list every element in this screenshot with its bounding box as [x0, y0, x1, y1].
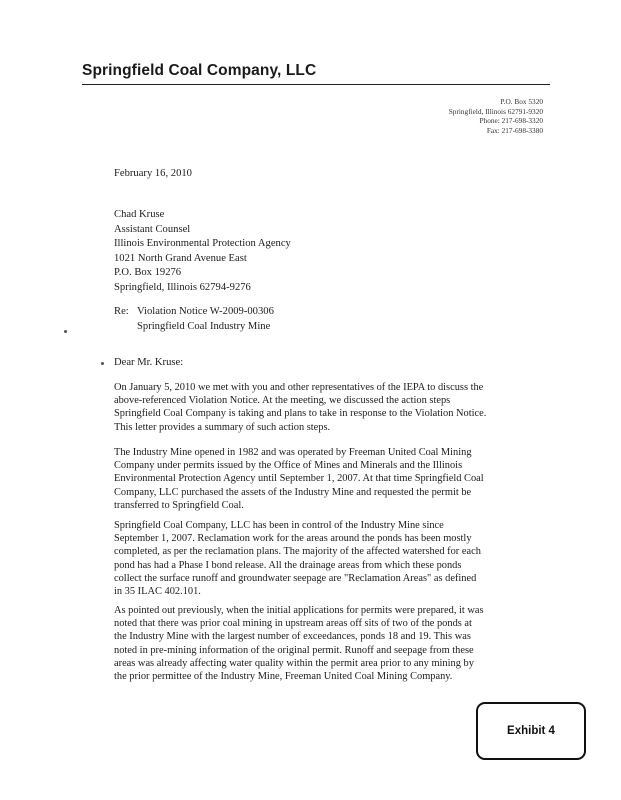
address-fax: Fax: 217-698-3380: [486, 125, 543, 135]
recipient-block: [114, 208, 291, 296]
recipient-agency: Illinois Environmental Protection Agency: [114, 238, 291, 250]
address-city: Springfield, Illinois 62791-9320: [448, 106, 543, 116]
recipient-po-box: P.O. Box 19276: [114, 267, 182, 279]
paragraph-line: As pointed out previously, when the initial applications for permits were prepared, it was: [114, 605, 484, 616]
paragraph-line: Environmental Protection Agency until September 1, 2007. At that time Springfield Coal: [114, 473, 484, 485]
paragraph-line: noted that there was prior coal mining in upstream areas off sits of two of the ponds at: [114, 618, 472, 630]
recipient-title: Assistant Counsel: [114, 223, 191, 235]
letter-date: February 16, 2010: [114, 168, 192, 179]
body-paragraph: [114, 519, 538, 598]
re-line: Springfield Coal Industry Mine: [137, 320, 271, 332]
scan-speck: [101, 362, 104, 365]
paragraph-line: the prior permittee of the Industry Mine, Freeman United Coal Mining Company.: [114, 671, 453, 683]
address-po-box: P.O. Box 5320: [500, 97, 543, 106]
letterhead-divider: [82, 84, 550, 85]
paragraph-line: transferred to Springfield Coal.: [114, 499, 244, 511]
paragraph-line: This letter provides a summary of such action steps.: [114, 421, 331, 433]
exhibit-stamp: Exhibit 4: [476, 702, 586, 760]
paragraph-line: Company, LLC purchased the assets of the Industry Mine and requested the permit be: [114, 486, 472, 498]
body-paragraph: [114, 604, 538, 683]
paragraph-line: above-referenced Violation Notice. At the meeting, we discussed the action steps: [114, 395, 451, 407]
body-paragraph: [114, 381, 538, 434]
paragraph-line: noted in pre-mining information of the original permit. Runoff and seepage from these: [114, 644, 474, 656]
paragraph-line: the Industry Mine with the largest number of exceedances, ponds 18 and 19. This was: [114, 631, 471, 643]
paragraph-line: pond has had a Phase I bond release. All the drainage areas from which these ponds: [114, 559, 462, 571]
recipient-name: Chad Kruse: [114, 209, 165, 220]
paragraph-line: Springfield Coal Company is taking and plans to take in response to the Violation Notice.: [114, 408, 487, 420]
recipient-city: Springfield, Illinois 62794-9276: [114, 281, 251, 293]
paragraph-line: On January 5, 2010 we met with you and other representatives of the IEPA to discuss the: [114, 382, 484, 393]
paragraph-line: completed, as per the reclamation plans. The majority of the affected watershed for each: [114, 546, 481, 558]
re-label: Re:: [114, 306, 129, 317]
paragraph-line: in 35 ILAC 402.101.: [114, 586, 201, 598]
company-address: [449, 97, 543, 135]
scan-speck: [64, 330, 67, 333]
recipient-street: 1021 North Grand Avenue East: [114, 252, 247, 264]
paragraph-line: September 1, 2007. Reclamation work for the areas around the ponds has been mostly: [114, 533, 472, 545]
re-line: Violation Notice W-2009-00306: [137, 306, 274, 317]
company-name: Springfield Coal Company, LLC: [82, 62, 317, 79]
paragraph-line: Springfield Coal Company, LLC has been in control of the Industry Mine since: [114, 520, 444, 531]
salutation: Dear Mr. Kruse:: [114, 357, 184, 368]
address-phone: Phone: 217-698-3320: [479, 116, 543, 126]
paragraph-line: Company under permits issued by the Office of Mines and Minerals and the Illinois: [114, 460, 463, 472]
body-paragraph: [114, 446, 538, 512]
subject-reference: [114, 305, 274, 334]
paragraph-line: The Industry Mine opened in 1982 and was operated by Freeman United Coal Mining: [114, 447, 472, 458]
paragraph-line: areas was already affecting water quality within the permit area prior to any mining by: [114, 657, 474, 669]
paragraph-line: collect the surface runoff and groundwater seepage are "Reclamation Areas" as defined: [114, 572, 477, 584]
